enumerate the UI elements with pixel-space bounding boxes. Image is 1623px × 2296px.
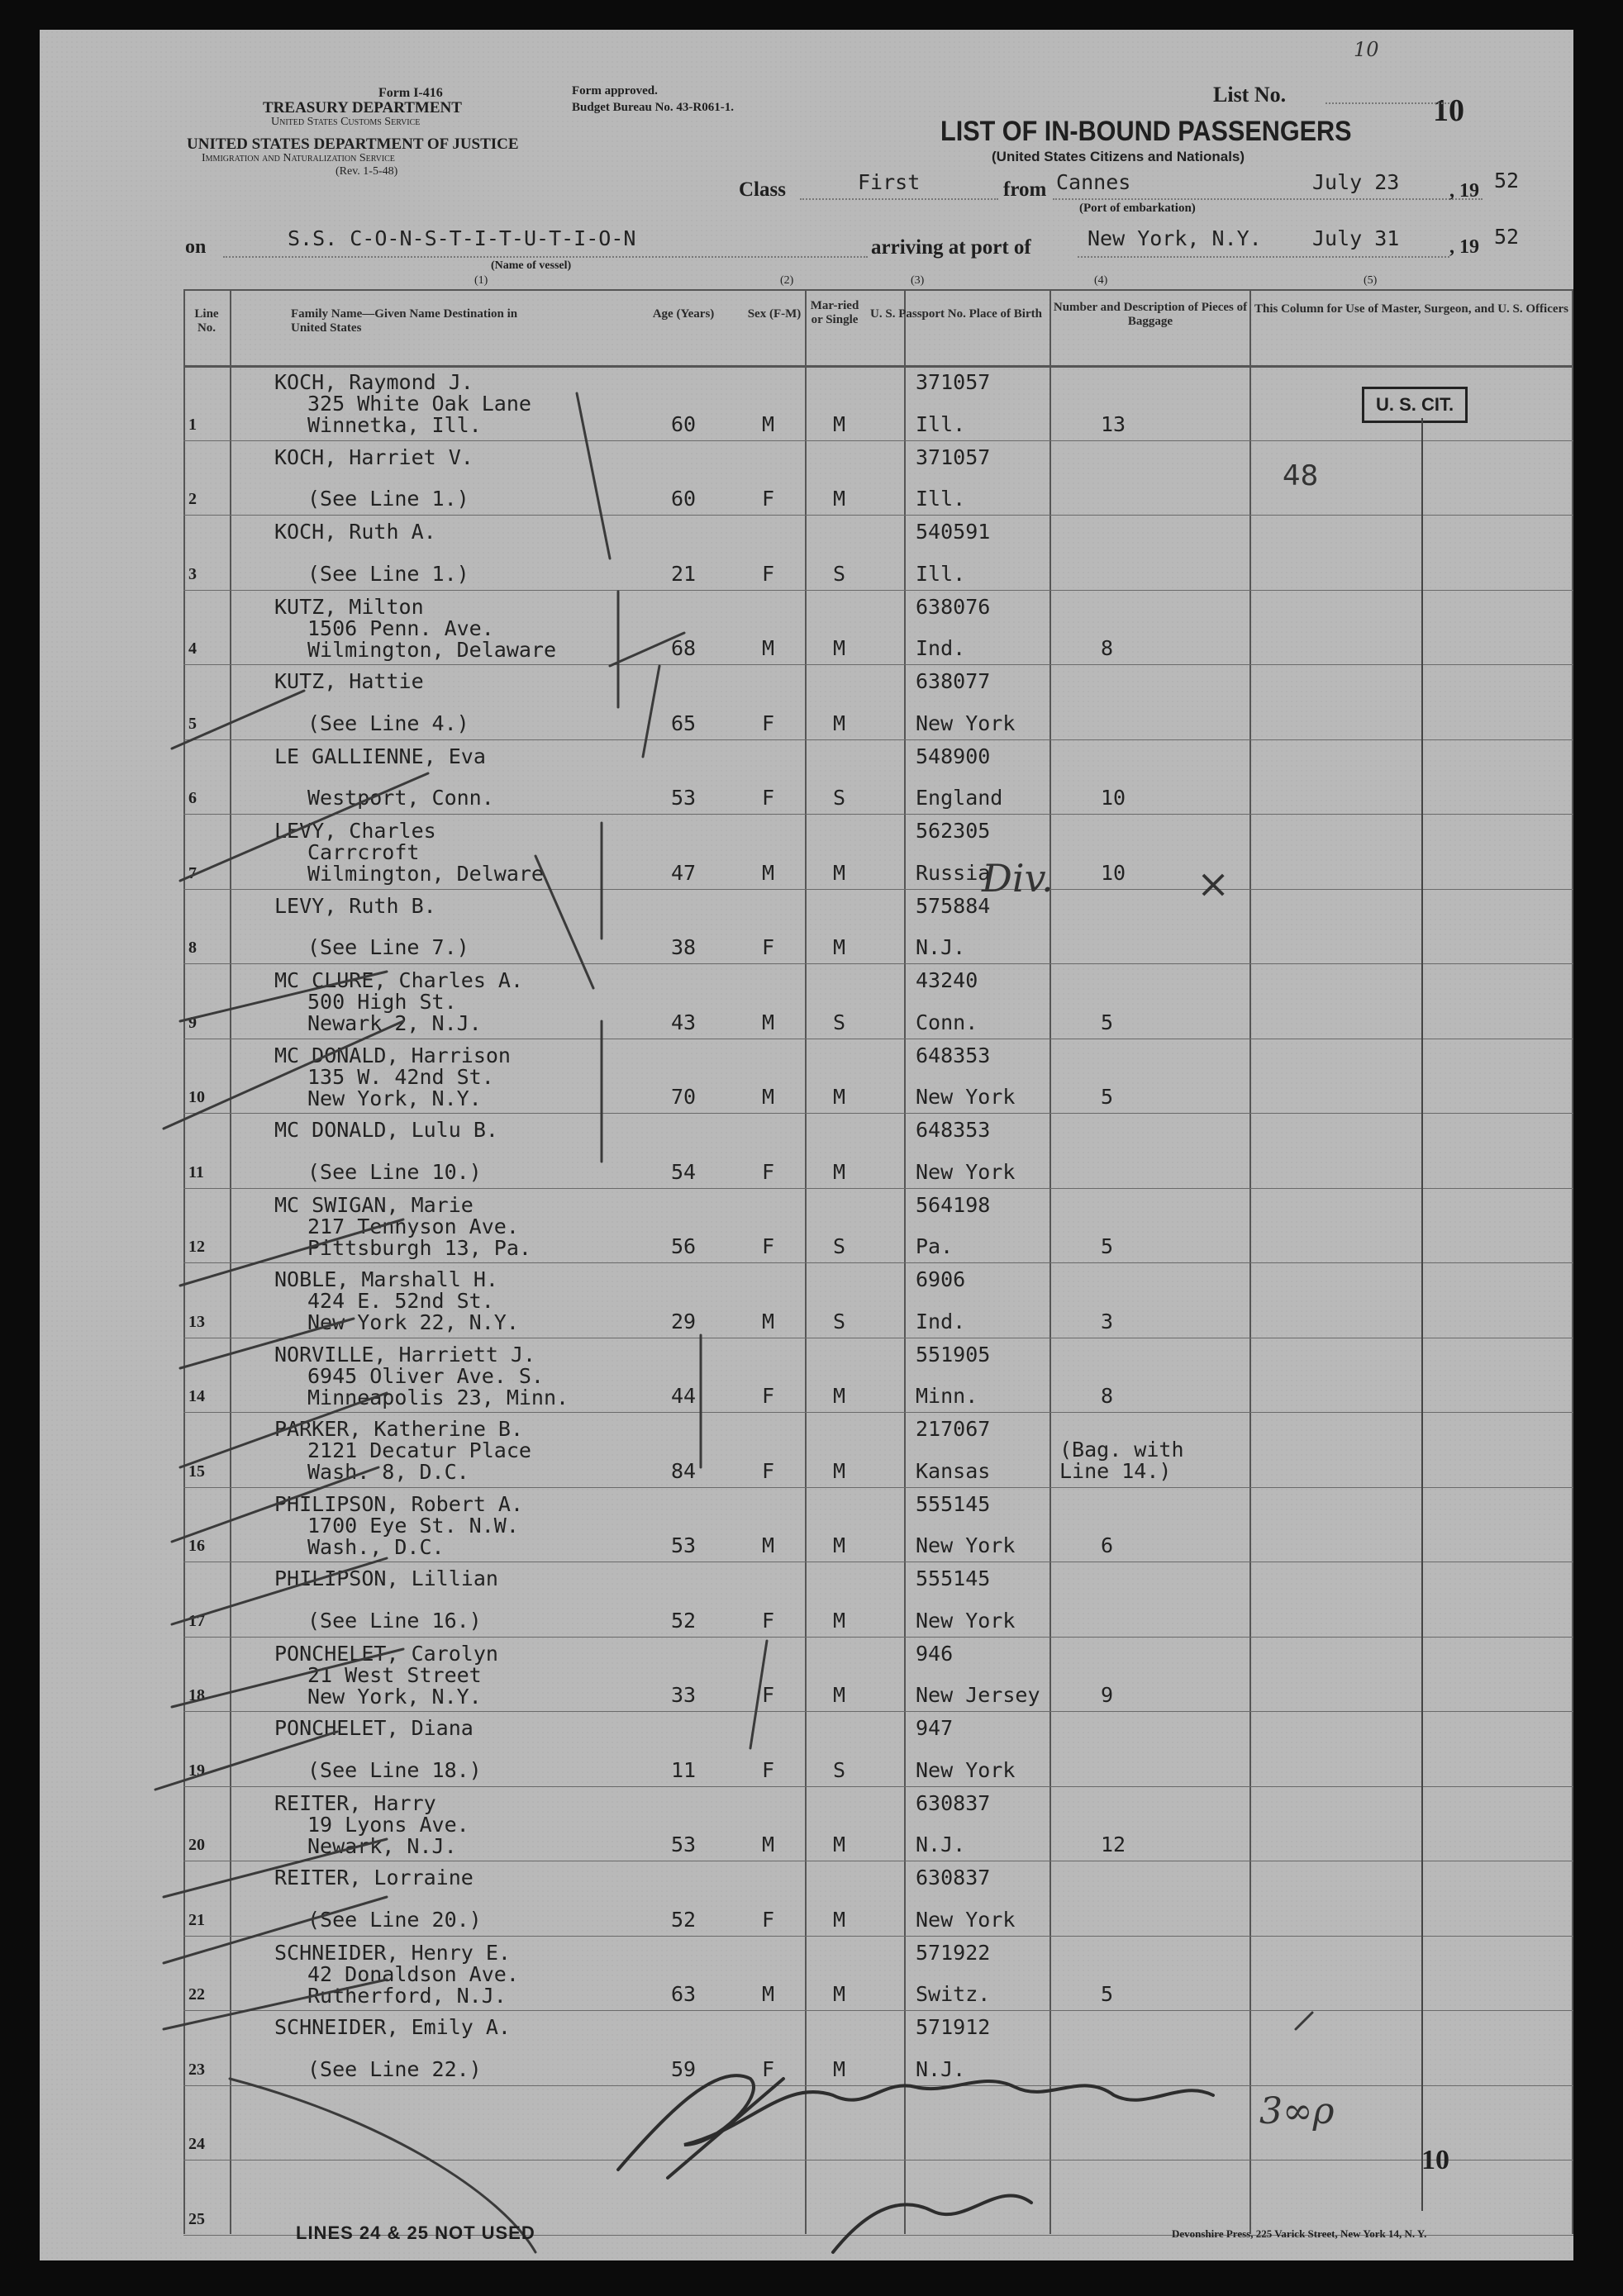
place-of-birth: New York (916, 1159, 1016, 1184)
treasury-dept: TREASURY DEPARTMENT (263, 99, 462, 116)
table-row (183, 1562, 1573, 1637)
table-row (183, 2010, 1573, 2085)
age: 53 (671, 1833, 697, 1856)
baggage: 8 (1101, 636, 1114, 660)
arrival-year-prefix: , 19 (1449, 236, 1479, 258)
passenger-name: PONCHELET, Carolyn (274, 1641, 498, 1666)
address-line-1: (See Line 18.) (307, 1757, 482, 1782)
age: 11 (671, 1757, 697, 1782)
place-of-birth: Ill. (916, 561, 966, 586)
place-of-birth: New York (916, 1533, 1016, 1557)
place-of-birth: New York (916, 1757, 1016, 1782)
marital-status: M (833, 1608, 846, 1633)
passport-number: 638076 (916, 594, 991, 619)
table-row (183, 1637, 1573, 1712)
address-line-1: Carrcroft (307, 840, 420, 864)
row-line-number: 19 (188, 1761, 205, 1780)
passenger-table (183, 289, 1573, 2234)
place-of-birth: Kansas (916, 1458, 991, 1483)
arrival-date: July 31 (1312, 226, 1400, 250)
sex: M (762, 1309, 775, 1333)
sex: M (762, 1982, 775, 2006)
budget-bureau: Budget Bureau No. 43-R061-1. (572, 101, 734, 114)
row-line-number: 5 (188, 714, 197, 733)
sex: F (762, 1757, 775, 1782)
col-num-2: (2) (780, 274, 794, 287)
age: 52 (671, 1608, 697, 1633)
passport-number: 555145 (916, 1491, 991, 1516)
form-title: LIST OF IN-BOUND PASSENGERS (940, 116, 1352, 147)
passport-number: 947 (916, 1716, 954, 1740)
baggage: 3 (1101, 1309, 1114, 1333)
row-line-number: 25 (188, 2209, 205, 2228)
age: 33 (671, 1683, 697, 1707)
sex: F (762, 1159, 775, 1184)
baggage: 12 (1101, 1833, 1126, 1856)
marital-status: S (833, 786, 846, 810)
passenger-name: PHILIPSON, Lillian (274, 1566, 498, 1590)
table-row (183, 1262, 1573, 1338)
on-label: on (185, 236, 207, 258)
sex: F (762, 1384, 775, 1408)
table-row (183, 1412, 1573, 1487)
address-line-1: (See Line 10.) (307, 1159, 482, 1184)
address-line-1: (See Line 20.) (307, 1907, 482, 1932)
age: 56 (671, 1234, 697, 1258)
table-row (183, 1039, 1573, 1114)
row-line-number: 10 (188, 1088, 205, 1106)
vessel-label: (Name of vessel) (491, 259, 572, 272)
row-line-number: 8 (188, 939, 197, 957)
age: 60 (671, 411, 697, 436)
embark-date: July 23 (1312, 170, 1400, 194)
passenger-name: REITER, Harry (274, 1790, 436, 1815)
embark-year-prefix: , 19 (1449, 180, 1479, 202)
passport-number: 43240 (916, 968, 978, 992)
passport-number: 555145 (916, 1566, 991, 1590)
row-line-number: 14 (188, 1387, 205, 1405)
passenger-name: LEVY, Ruth B. (274, 893, 436, 918)
sex: F (762, 711, 775, 735)
place-of-birth: New York (916, 711, 1016, 735)
marital-status: M (833, 1907, 846, 1932)
passenger-name: NOBLE, Marshall H. (274, 1267, 498, 1291)
table-row (183, 515, 1573, 590)
row-line-number: 2 (188, 490, 197, 508)
passport-number: 638077 (916, 669, 991, 693)
marital-status: M (833, 1533, 846, 1557)
div-note: Div. (982, 856, 1054, 901)
sex: F (762, 1458, 775, 1483)
row-line-number: 23 (188, 2060, 205, 2079)
age: 59 (671, 2056, 697, 2081)
customs-service: United States Customs Service (271, 116, 421, 128)
arriving-label: arriving at port of (871, 236, 1031, 259)
marital-status: S (833, 1757, 846, 1782)
address-line-1: Westport, Conn. (307, 786, 494, 810)
address-line-2: Wilmington, Delware (307, 862, 544, 886)
marital-status: M (833, 1833, 846, 1856)
justice-dept: UNITED STATES DEPARTMENT OF JUSTICE (187, 135, 519, 153)
revision: (Rev. 1-5-48) (336, 165, 398, 178)
sex: M (762, 1533, 775, 1557)
passenger-name: MC SWIGAN, Marie (274, 1192, 474, 1217)
baggage: 8 (1101, 1384, 1114, 1408)
row-line-number: 22 (188, 1985, 205, 2004)
table-row (183, 2085, 1573, 2161)
table-row (183, 1487, 1573, 1562)
form-approved: Form approved. (572, 84, 658, 97)
row-line-number: 13 (188, 1312, 205, 1331)
address-line-1: 2121 Decatur Place (307, 1438, 531, 1462)
age: 63 (671, 1982, 697, 2006)
address-line-2: Newark, N.J. (307, 1833, 457, 1858)
place-of-birth: Ind. (916, 1309, 966, 1333)
from-label: from (1003, 178, 1047, 201)
passenger-name: PONCHELET, Diana (274, 1716, 474, 1740)
marital-status: S (833, 1309, 846, 1333)
address-line-2: Wash. 8, D.C. (307, 1460, 469, 1484)
age: 52 (671, 1907, 697, 1932)
marital-status: M (833, 2056, 846, 2081)
table-row (183, 1338, 1573, 1413)
address-line-1: 424 E. 52nd St. (307, 1289, 494, 1313)
place-of-birth: N.J. (916, 935, 966, 959)
row-line-number: 16 (188, 1537, 205, 1555)
baggage: 13 (1101, 411, 1126, 436)
corner-note: 10 (1354, 38, 1379, 61)
header-age: Age (Years) (652, 307, 715, 321)
marital-status: M (833, 711, 846, 735)
age: 53 (671, 1533, 697, 1557)
row-line-number: 6 (188, 789, 197, 807)
age: 53 (671, 786, 697, 810)
age: 84 (671, 1458, 697, 1483)
place-of-birth: Ill. (916, 487, 966, 511)
place-of-birth: Pa. (916, 1234, 954, 1258)
passenger-name: KUTZ, Hattie (274, 669, 424, 693)
place-of-birth: New York (916, 1608, 1016, 1633)
header-passport: U. S. Passport No. Place of Birth (870, 307, 1042, 321)
baggage: 5 (1101, 1010, 1114, 1034)
col-num-4: (4) (1094, 274, 1108, 287)
us-citizen-stamp: U. S. CIT. (1362, 387, 1468, 423)
passport-number: 575884 (916, 893, 991, 918)
officer-number: 48 (1283, 459, 1319, 492)
sex: F (762, 1234, 775, 1258)
address-line-2: Pittsburgh 13, Pa. (307, 1235, 531, 1260)
col-num-1: (1) (474, 274, 488, 287)
sex: F (762, 935, 775, 959)
address-line-1: (See Line 7.) (307, 935, 469, 959)
address-line-1: 500 High St. (307, 990, 457, 1014)
sex: M (762, 636, 775, 660)
age: 21 (671, 561, 697, 586)
sex: M (762, 860, 775, 885)
place-of-birth: New York (916, 1085, 1016, 1109)
baggage: (Bag. with (1059, 1437, 1184, 1462)
row-line-number: 12 (188, 1238, 205, 1256)
table-row (183, 1861, 1573, 1936)
class-value: First (858, 170, 921, 194)
address-line-1: (See Line 4.) (307, 711, 469, 735)
class-label: Class (739, 178, 786, 201)
age: 68 (671, 636, 697, 660)
table-row (183, 963, 1573, 1039)
row-line-number: 21 (188, 1910, 205, 1929)
table-row (183, 1711, 1573, 1786)
address-line-1: (See Line 16.) (307, 1608, 482, 1633)
baggage: 5 (1101, 1085, 1114, 1109)
arrival-year: 52 (1494, 225, 1520, 249)
passenger-name: KOCH, Harriet V. (274, 444, 474, 469)
baggage: 5 (1101, 1234, 1114, 1258)
passport-number: 371057 (916, 444, 991, 469)
age: 44 (671, 1384, 697, 1408)
passenger-name: MC CLURE, Charles A. (274, 968, 524, 992)
address-line-2: Rutherford, N.J. (307, 1983, 507, 2008)
marital-status: M (833, 935, 846, 959)
row-line-number: 24 (188, 2135, 205, 2153)
passport-number: 630837 (916, 1866, 991, 1890)
header-married: Mar-ried or Single (810, 299, 859, 326)
age: 65 (671, 711, 697, 735)
arrival-port: New York, N.Y. (1088, 226, 1262, 250)
sex: M (762, 1833, 775, 1856)
marital-status: S (833, 1010, 846, 1034)
embark-label: (Port of embarkation) (1079, 202, 1196, 215)
place-of-birth: Minn. (916, 1384, 978, 1408)
row-line-number: 11 (188, 1162, 204, 1181)
header-baggage: Number and Description of Pieces of Baggage (1053, 301, 1248, 328)
baggage: 10 (1101, 786, 1126, 810)
passport-number: 6906 (916, 1267, 966, 1291)
place-of-birth: N.J. (916, 1833, 966, 1856)
list-number: 10 (1433, 93, 1464, 128)
passport-number: 648353 (916, 1118, 991, 1142)
header-sex: Sex (F-M) (747, 307, 802, 321)
marital-status: M (833, 487, 846, 511)
place-of-birth: Russia (916, 860, 991, 885)
place-of-birth: New York (916, 1907, 1016, 1932)
address-line-1: 21 West Street (307, 1662, 482, 1687)
sex: F (762, 487, 775, 511)
baggage: 9 (1101, 1683, 1114, 1707)
address-line-2: Winnetka, Ill. (307, 413, 482, 437)
marital-status: M (833, 636, 846, 660)
sex: M (762, 1085, 775, 1109)
marital-status: M (833, 1683, 846, 1707)
passport-number: 217067 (916, 1417, 991, 1441)
marital-status: M (833, 1159, 846, 1184)
row-line-number: 9 (188, 1013, 197, 1032)
age: 60 (671, 487, 697, 511)
table-row (183, 814, 1573, 889)
passenger-name: NORVILLE, Harriett J. (274, 1342, 536, 1367)
passenger-name: KOCH, Ruth A. (274, 520, 436, 544)
col-num-3: (3) (911, 274, 925, 287)
place-of-birth: Switz. (916, 1982, 991, 2006)
passport-number: 371057 (916, 370, 991, 394)
age: 43 (671, 1010, 697, 1034)
marital-status: M (833, 860, 846, 885)
passport-number: 571922 (916, 1940, 991, 1965)
passport-number: 946 (916, 1641, 954, 1666)
address-line-2: New York 22, N.Y. (307, 1310, 519, 1334)
embarkation-port: Cannes (1056, 170, 1131, 194)
address-line-1: 1700 Eye St. N.W. (307, 1513, 519, 1538)
marital-status: S (833, 1234, 846, 1258)
passenger-name: SCHNEIDER, Emily A. (274, 2015, 511, 2039)
passport-number: 551905 (916, 1342, 991, 1367)
address-line-1: 217 Tennyson Ave. (307, 1214, 519, 1238)
marital-status: M (833, 1085, 846, 1109)
sex: F (762, 786, 775, 810)
address-line-2: Minneapolis 23, Minn. (307, 1385, 569, 1409)
row-line-number: 3 (188, 564, 197, 583)
place-of-birth: N.J. (916, 2056, 966, 2081)
address-line-2: New York, N.Y. (307, 1684, 482, 1709)
sex: F (762, 2056, 775, 2081)
passport-number: 648353 (916, 1043, 991, 1067)
marital-status: S (833, 561, 846, 586)
passenger-name: PARKER, Katherine B. (274, 1417, 524, 1441)
bottom-note: 3∞ρ (1259, 2090, 1335, 2132)
passport-number: 571912 (916, 2015, 991, 2039)
place-of-birth: Conn. (916, 1010, 978, 1034)
age: 29 (671, 1309, 697, 1333)
passport-number: 562305 (916, 819, 991, 843)
baggage-note: Line 14.) (1059, 1458, 1172, 1483)
header-name: Family Name—Given Name Destination in United States (291, 307, 518, 335)
table-row (183, 1936, 1573, 2011)
row-line-number: 7 (188, 863, 197, 882)
row-line-number: 18 (188, 1686, 205, 1704)
baggage: 10 (1101, 860, 1126, 885)
immigration-service: Immigration and Naturalization Service (202, 152, 395, 164)
passport-number: 540591 (916, 520, 991, 544)
table-row (183, 590, 1573, 665)
embark-year: 52 (1494, 169, 1520, 193)
place-of-birth: New Jersey (916, 1683, 1040, 1707)
sex: F (762, 1608, 775, 1633)
address-line-1: 19 Lyons Ave. (307, 1812, 469, 1837)
sex: M (762, 411, 775, 436)
baggage: 5 (1101, 1982, 1114, 2006)
address-line-2: Newark 2, N.J. (307, 1011, 482, 1035)
table-row (183, 1188, 1573, 1263)
sex: F (762, 1907, 775, 1932)
vessel-name: S.S. C-O-N-S-T-I-T-U-T-I-O-N (288, 226, 636, 250)
address-line-1: (See Line 1.) (307, 487, 469, 511)
address-line-1: 135 W. 42nd St. (307, 1064, 494, 1089)
place-of-birth: England (916, 786, 1003, 810)
address-line-1: 42 Donaldson Ave. (307, 1961, 519, 1986)
address-line-1: 1506 Penn. Ave. (307, 616, 494, 640)
lines-not-used: LINES 24 & 25 NOT USED (296, 2222, 535, 2243)
row-line-number: 20 (188, 1836, 205, 1854)
table-row (183, 440, 1573, 516)
passport-number: 548900 (916, 744, 991, 768)
address-line-1: 6945 Oliver Ave. S. (307, 1363, 544, 1388)
marital-status: M (833, 1458, 846, 1483)
printer-credit: Devonshire Press, 225 Varick Street, New York 14, N. Y. (1172, 2227, 1427, 2240)
address-line-1: (See Line 22.) (307, 2056, 482, 2081)
passport-number: 564198 (916, 1192, 991, 1217)
passenger-name: PHILIPSON, Robert A. (274, 1491, 524, 1516)
address-line-2: Wash., D.C. (307, 1534, 445, 1559)
passenger-name: KOCH, Raymond J. (274, 370, 474, 394)
address-line-1: 325 White Oak Lane (307, 392, 531, 416)
marital-status: M (833, 411, 846, 436)
passenger-name: MC DONALD, Lulu B. (274, 1118, 498, 1142)
address-line-2: New York, N.Y. (307, 1086, 482, 1110)
row-line-number: 4 (188, 639, 197, 658)
table-row (183, 1786, 1573, 1861)
age: 38 (671, 935, 697, 959)
row-line-number: 1 (188, 415, 197, 434)
address-line-2: Wilmington, Delaware (307, 637, 557, 662)
passport-number: 630837 (916, 1790, 991, 1815)
passenger-name: LEVY, Charles (274, 819, 436, 843)
table-row (183, 889, 1573, 964)
col-num-5: (5) (1364, 274, 1378, 287)
baggage: 6 (1101, 1533, 1114, 1557)
passenger-name: REITER, Lorraine (274, 1866, 474, 1890)
table-row (183, 1113, 1573, 1188)
row-line-number: 15 (188, 1462, 205, 1481)
place-of-birth: Ill. (916, 411, 966, 436)
age: 47 (671, 860, 697, 885)
marital-status: M (833, 1384, 846, 1408)
form-number: Form I-416 (378, 86, 443, 100)
header-officers: This Column for Use of Master, Surgeon, and U. S. Officers (1254, 302, 1569, 316)
passenger-name: LE GALLIENNE, Eva (274, 744, 486, 768)
place-of-birth: Ind. (916, 636, 966, 660)
address-line-1: (See Line 1.) (307, 561, 469, 586)
sex: F (762, 561, 775, 586)
table-row (183, 664, 1573, 739)
passenger-list-sheet (40, 30, 1573, 2260)
form-subtitle: (United States Citizens and Nationals) (992, 149, 1245, 164)
marital-status: M (833, 1982, 846, 2006)
x-mark: × (1197, 861, 1230, 907)
table-row (183, 739, 1573, 815)
passenger-name: MC DONALD, Harrison (274, 1043, 511, 1067)
age: 54 (671, 1159, 697, 1184)
sex: F (762, 1683, 775, 1707)
sex: M (762, 1010, 775, 1034)
list-label: List No. (1213, 83, 1287, 107)
page-number: 10 (1421, 2145, 1449, 2175)
header-line-no: Line No. (194, 307, 219, 335)
passenger-name: SCHNEIDER, Henry E. (274, 1940, 511, 1965)
age: 70 (671, 1085, 697, 1109)
row-line-number: 17 (188, 1611, 205, 1630)
passenger-name: KUTZ, Milton (274, 594, 424, 619)
